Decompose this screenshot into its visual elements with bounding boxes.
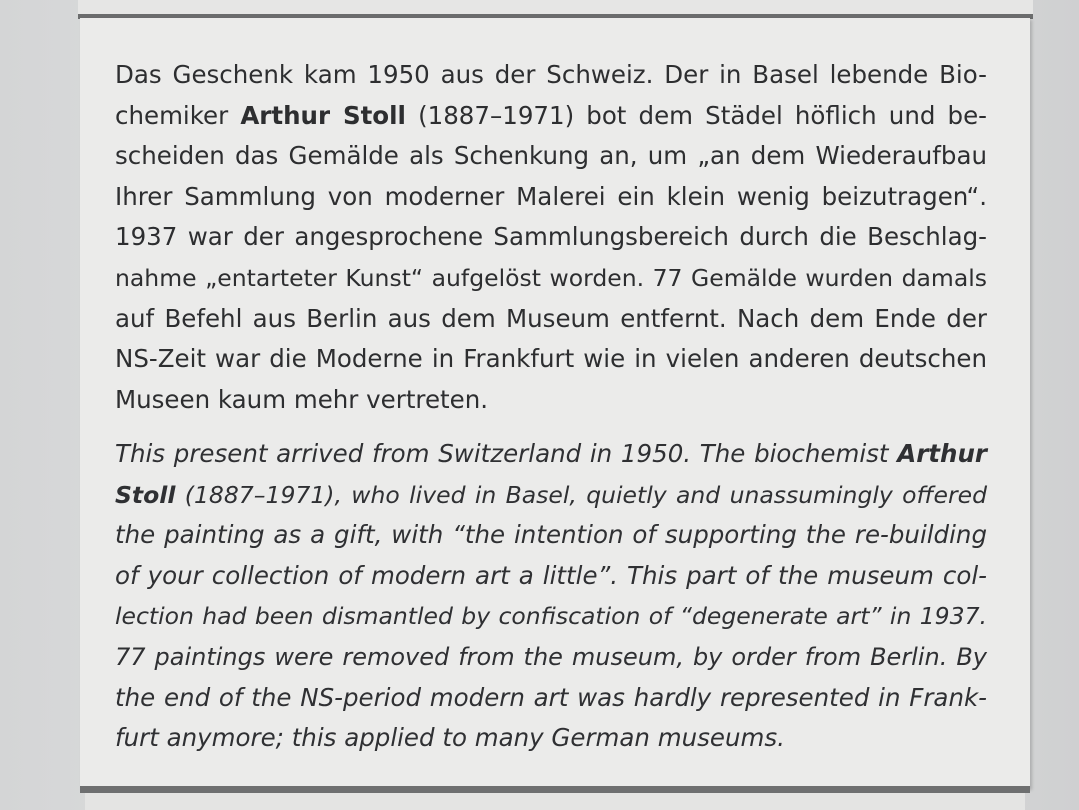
english-line: This present arrived from Switzerland in 1950. The biochemist Arthur	[115, 439, 987, 468]
donor-name: Arthur	[897, 439, 987, 468]
english-line: of your collection of modern art a little”. This part of the museum col-	[115, 560, 987, 590]
german-line: Museen kaum mehr vertreten.	[115, 384, 489, 414]
german-line: 1937 war der angesprochene Sammlungsbereich durch die Beschlag-	[115, 222, 987, 252]
upper-label-panel	[78, 0, 1033, 19]
german-line: scheiden das Gemälde als Schenkung an, um „an dem Wiederaufbau	[115, 141, 987, 171]
english-text	[115, 434, 987, 759]
german-line: chemiker Arthur Stoll (1887–1971) bot dem Städel höflich und be-	[115, 100, 987, 130]
english-line: Stoll (1887–1971), who lived in Basel, quietly and unassumingly offered	[115, 480, 987, 509]
donor-name: Stoll	[115, 480, 176, 509]
german-text	[115, 55, 987, 420]
english-line: furt anymore; this applied to many German museums.	[115, 723, 785, 753]
german-line: nahme „entarteter Kunst“ aufgelöst worden. 77 Gemälde wurden damals	[115, 263, 987, 292]
donor-name: Arthur Stoll	[240, 100, 406, 130]
english-line: 77 paintings were removed from the museum, by order from Berlin. By	[115, 642, 987, 671]
english-line: the painting as a gift, with “the intention of supporting the re-building	[115, 520, 987, 550]
english-line: lection had been dismantled by confiscation of “degenerate art” in 1937.	[115, 602, 987, 631]
panel-edge	[80, 786, 1030, 793]
german-line: Das Geschenk kam 1950 aus der Schweiz. Der in Basel lebende Bio-	[115, 60, 987, 89]
german-line: NS-Zeit war die Moderne in Frankfurt wie in vielen anderen deutschen	[115, 344, 987, 374]
german-line: Ihrer Sammlung von moderner Malerei ein klein wenig beizutragen“.	[115, 181, 987, 211]
lower-label-panel	[85, 793, 1025, 810]
german-line: auf Befehl aus Berlin aus dem Museum entfernt. Nach dem Ende der	[115, 303, 987, 333]
english-line: the end of the NS-period modern art was hardly represented in Frank-	[115, 682, 987, 712]
